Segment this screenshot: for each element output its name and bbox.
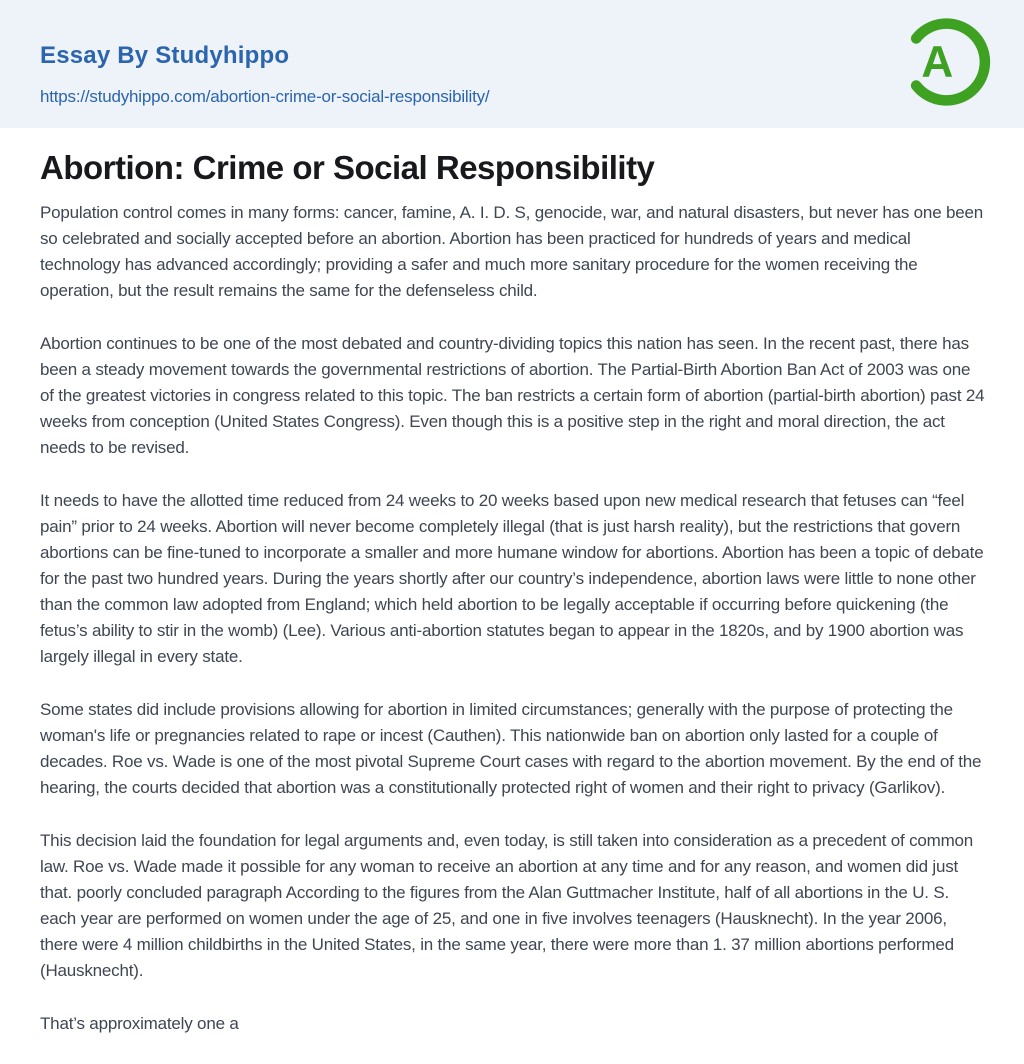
article-body	[40, 200, 986, 1037]
article-content	[0, 128, 1024, 1037]
paragraph: It needs to have the allotted time reduced from 24 weeks to 20 weeks based upon new medical research that fetuses can “feel pain” prior to 24 weeks. Abortion will never become completely illegal (that is just harsh reality), but the restrictions that govern abortions can be fine-tuned to incorporate a smaller and more humane window for abortions. Abortion has been a topic of debate for the past two hundred years. During the years shortly after our country’s independence, abortion laws were little to none other than the common law adopted from England; which held abortion to be legally acceptable if occurring before quickening (the fetus’s ability to stir in the womb) (Lee). Various anti-abortion statutes began to appear in the 1820s, and by 1900 abortion was largely illegal in every state.	[40, 491, 984, 666]
paragraph: That’s approximately one a	[40, 1014, 239, 1033]
studyhippo-logo-icon	[898, 14, 994, 110]
header-text-block	[0, 0, 1024, 107]
paragraph: This decision laid the foundation for legal arguments and, even today, is still taken into consideration as a precedent of common law. Roe vs. Wade made it possible for any woman to receive an abortion at any time and for any reason, and women did just that. poorly concluded paragraph According to the figures from the Alan Guttmacher Institute, half of all abortions in the U. S. each year are performed on women under the age of 25, and one in five involves teenagers (Hausknecht). In the year 2006, there were 4 million childbirths in the United States, in the same year, there were more than 1. 37 million abortions performed (Hausknecht).	[40, 831, 974, 980]
paragraph: Some states did include provisions allowing for abortion in limited circumstances; generally with the purpose of protecting the woman's life or pregnancies related to rape or incest (Cauthen). This nationwide ban on abortion only lasted for a couple of decades. Roe vs. Wade is one of the most pivotal Supreme Court cases with regard to the abortion movement. By the end of the hearing, the courts decided that abortion was a constitutionally protected right of women and their right to privacy (Garlikov).	[40, 700, 982, 797]
site-title: Essay By Studyhippo	[40, 42, 290, 69]
site-header	[0, 0, 1024, 128]
logo-letter: A	[921, 37, 954, 87]
page-title: Abortion: Crime or Social Responsibility	[40, 149, 655, 186]
paragraph: Population control comes in many forms: cancer, famine, A. I. D. S, genocide, war, and natural disasters, but never has one been so celebrated and socially accepted before an abortion. Abortion has been practiced for hundreds of years and medical technology has advanced accordingly; providing a safer and much more sanitary procedure for the women receiving the operation, but the result remains the same for the defenseless child.	[40, 203, 983, 300]
paragraph: Abortion continues to be one of the most debated and country-dividing topics this nation has seen. In the recent past, there has been a steady movement towards the governmental restrictions of abortion. The Partial-Birth Abortion Ban Act of 2003 was one of the greatest victories in congress related to this topic. The ban restricts a certain form of abortion (partial-birth abortion) past 24 weeks from conception (United States Congress). Even though this is a positive step in the right and moral direction, the act needs to be revised.	[40, 334, 985, 457]
source-url-link[interactable]: https://studyhippo.com/abortion-crime-or-social-responsibility/	[40, 87, 490, 106]
